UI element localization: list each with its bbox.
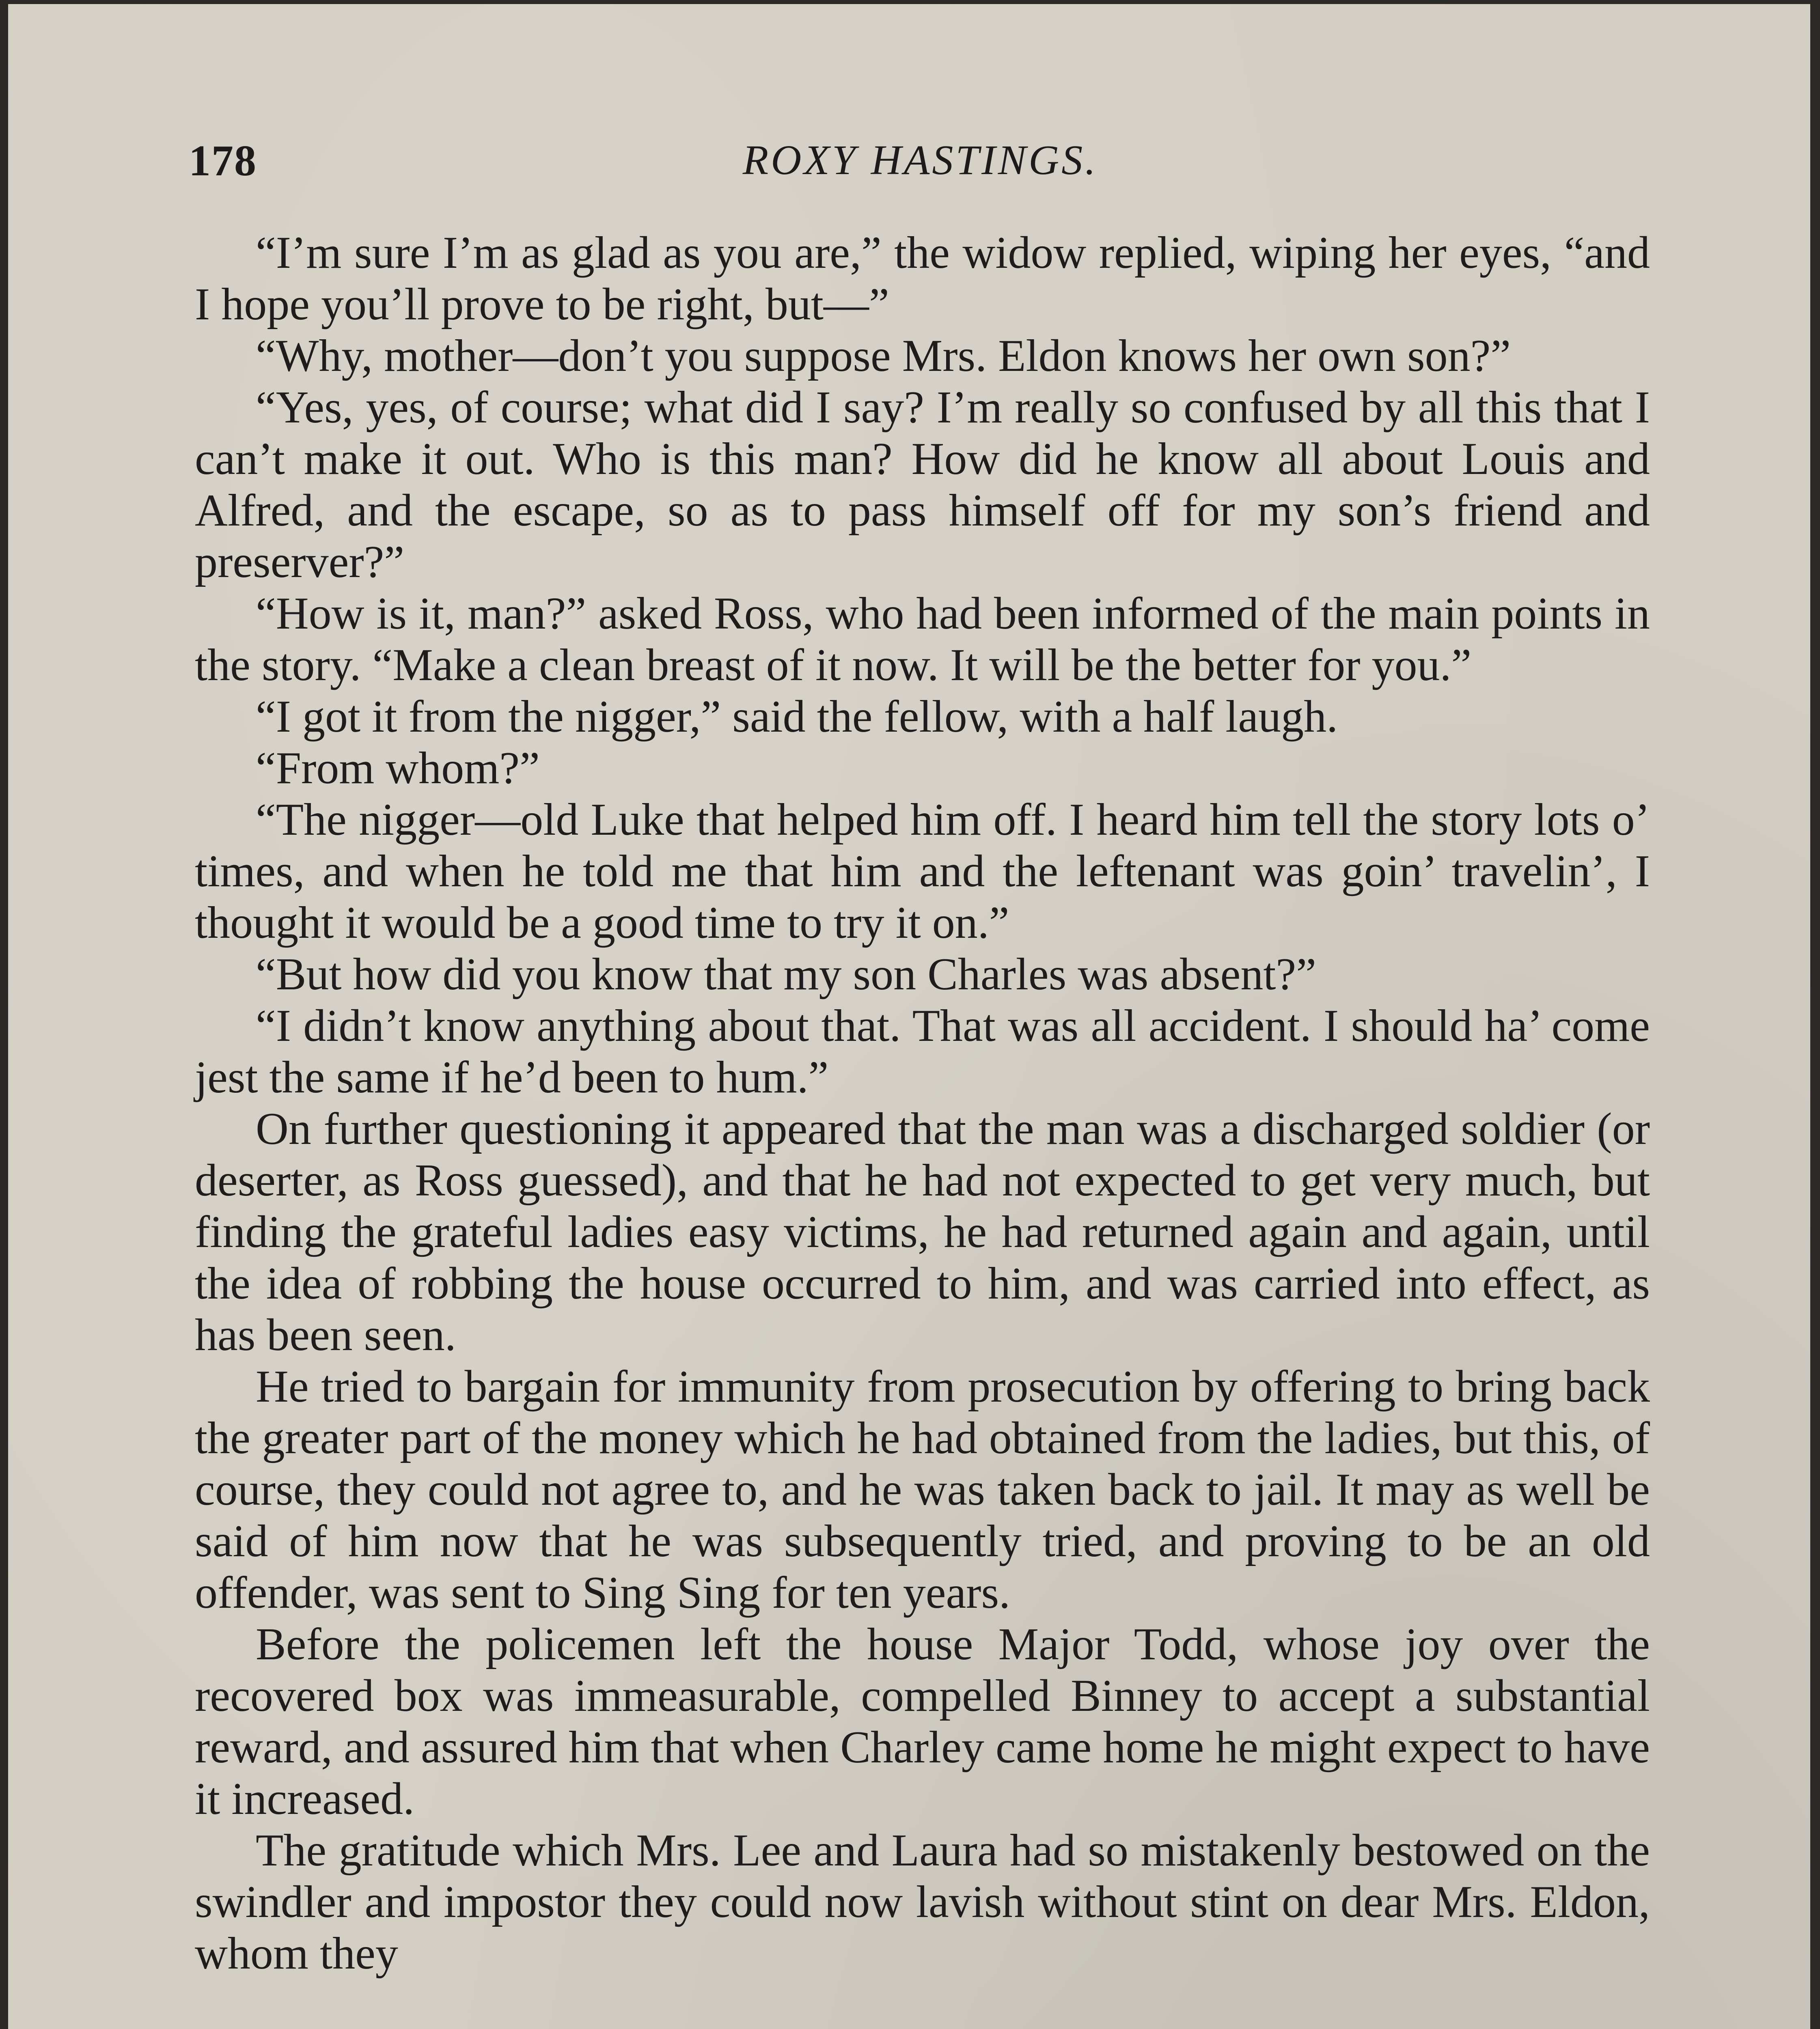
- paragraph: He tried to bargain for immunity from prosecution by offering to bring back the greater part of the money which he had obtained from the ladies, but this, of course, they could not agree to, and he was taken back to jail. It may as well be said of him now that he was subsequently tried, and proving to be an old offender, was sent to Sing Sing for ten years.: [195, 1361, 1650, 1618]
- paragraph: Before the policemen left the house Major Todd, whose joy over the recovered box was immeasurable, compelled Binney to accept a substantial reward, and assured him that when Charley came home he might expect to have it increased.: [195, 1619, 1650, 1824]
- paragraph: “From whom?”: [256, 743, 540, 793]
- body-text: [195, 227, 1650, 1979]
- paragraph: “But how did you know that my son Charles was absent?”: [256, 949, 1316, 999]
- paragraph: “I’m sure I’m as glad as you are,” the widow replied, wiping her eyes, “and I hope you’ll prove to be right, but—”: [195, 228, 1650, 330]
- paragraph: “Yes, yes, of course; what did I say? I’m really so confused by all this that I can’t make it out. Who is this man? How did he know all about Louis and Alfred, and the escape, so as to pass himself off for my son’s friend and preserver?”: [195, 382, 1650, 587]
- book-page: [8, 4, 1810, 2029]
- paragraph: “I didn’t know anything about that. That was all accident. I should ha’ come jest the same if he’d been to hum.”: [195, 1001, 1650, 1103]
- page-number: 178: [189, 137, 257, 185]
- running-title: ROXY HASTINGS.: [742, 137, 1098, 183]
- paragraph: On further questioning it appeared that the man was a discharged soldier (or deserter, as Ross guessed), and that he had not expected to get very much, but finding the grateful ladies easy victims, he had returned again and again, until the idea of robbing the house occurred to him, and was carried into effect, as has been seen.: [195, 1104, 1650, 1360]
- paragraph: “I got it from the nigger,” said the fellow, with a half laugh.: [256, 691, 1338, 742]
- paragraph: “Why, mother—don’t you suppose Mrs. Eldon knows her own son?”: [256, 331, 1511, 381]
- paragraph: “The nigger—old Luke that helped him off. I heard him tell the story lots o’ times, and when he told me that him and the leftenant was goin’ travelin’, I thought it would be a good time to try it on.”: [195, 795, 1650, 948]
- page-header: [189, 136, 1652, 193]
- paragraph: The gratitude which Mrs. Lee and Laura had so mistakenly bestowed on the swindler and impostor they could now lavish without stint on dear Mrs. Eldon, whom they: [195, 1825, 1650, 1979]
- paragraph: “How is it, man?” asked Ross, who had been informed of the main points in the story. “Make a clean breast of it now. It will be the better for you.”: [195, 588, 1650, 690]
